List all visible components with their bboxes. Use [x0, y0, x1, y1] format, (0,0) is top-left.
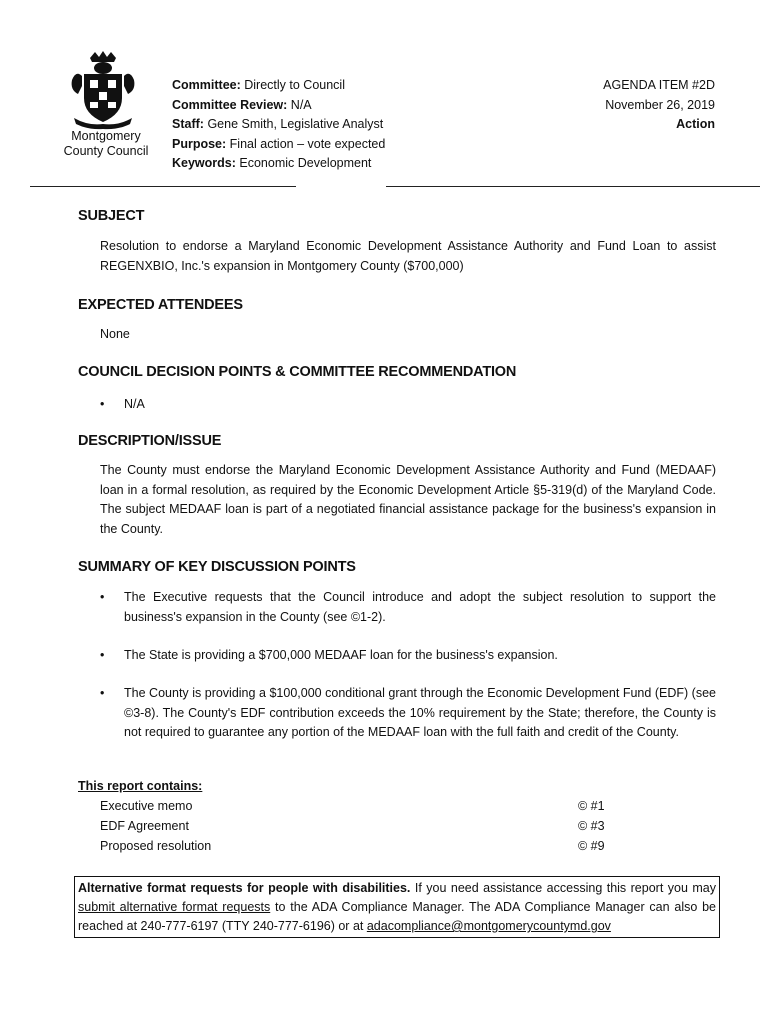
- agenda-date: November 26, 2019: [605, 97, 715, 112]
- org-name: [50, 129, 162, 159]
- meta-block: [172, 76, 385, 174]
- description-heading: DESCRIPTION/ISSUE: [78, 433, 222, 449]
- staff-line: Staff: Gene Smith, Legislative Analyst: [172, 117, 384, 131]
- contents-item: Executive memo © #1: [100, 799, 605, 813]
- bullet-dot: •: [100, 648, 105, 662]
- alt-format-link[interactable]: submit alternative format requests: [78, 900, 271, 914]
- agenda-action: Action: [676, 117, 715, 131]
- committee-review-line: Committee Review: N/A: [172, 97, 312, 112]
- attendees-text: None: [100, 327, 130, 341]
- decision-bullet-text: N/A: [124, 397, 145, 411]
- bullet-dot: •: [100, 397, 105, 411]
- attendees-heading: EXPECTED ATTENDEES: [78, 297, 243, 313]
- header-divider-left: [30, 186, 296, 187]
- summary-point-1: • The Executive requests that the Council introduce and adopt the subject resolution to support the business's expansion in the County (see ©1-2).: [100, 590, 716, 624]
- purpose-line: Purpose: Final action – vote expected: [172, 136, 386, 151]
- org-name-line2: County Council: [63, 144, 149, 158]
- summary-point-2: • The State is providing a $700,000 MEDAAF loan for the business's expansion.: [100, 646, 716, 666]
- committee-line: Committee: Directly to Council: [172, 78, 345, 92]
- bullet-dot: •: [100, 686, 105, 700]
- contents-item: EDF Agreement © #3: [100, 819, 605, 833]
- agenda-item: AGENDA ITEM #2D: [603, 78, 715, 92]
- keywords-line: Keywords: Economic Development: [172, 156, 372, 170]
- description-text: The County must endorse the Maryland Economic Development Assistance Authority and Fund (MEDAAF) loan in a formal resolution, as required by the Economic Development Article §5-319(d) of the Maryland Code. The subject MEDAAF loan is part of a negotiated financial assistance package for the business's expansion in the County.: [100, 463, 716, 536]
- agenda-block: [603, 76, 715, 135]
- subject-text: Resolution to endorse a Maryland Economic Development Assistance Authority and Fund Loan to assist REGENXBIO, Inc.'s expansion in Montgomery County ($700,000): [100, 239, 716, 273]
- summary-point-3: • The County is providing a $100,000 conditional grant through the Economic Development Fund (EDF) (see ©3-8). The County's EDF contribution exceeds the 10% requirement by the State; therefore, the County is not required to guarantee any portion of the MEDAAF loan with the full faith and credit of the County.: [100, 686, 716, 739]
- county-seal-logo: [68, 50, 138, 130]
- summary-heading: SUMMARY OF KEY DISCUSSION POINTS: [78, 559, 356, 575]
- decision-heading: COUNCIL DECISION POINTS & COMMITTEE RECOMMENDATION: [78, 364, 517, 380]
- bullet-dot: •: [100, 590, 105, 604]
- header-divider-right: [386, 186, 760, 187]
- contents-heading: This report contains:: [78, 779, 203, 793]
- accessibility-notice: Alternative format requests for people with disabilities. If you need assistance accessing this report you may submit alternative format requests to the ADA Compliance Manager. The ADA Compliance Manager can also be reached at 240-777-6197 (TTY 240-777-6196) or at adacompliance@montgomerycountymd.gov: [74, 876, 720, 938]
- subject-heading: SUBJECT: [78, 208, 145, 224]
- ada-email-link[interactable]: adacompliance@montgomerycountymd.gov: [366, 919, 611, 933]
- org-name-line1: Montgomery: [71, 129, 141, 143]
- contents-item: Proposed resolution © #9: [100, 839, 605, 853]
- decision-bullet: [100, 395, 716, 415]
